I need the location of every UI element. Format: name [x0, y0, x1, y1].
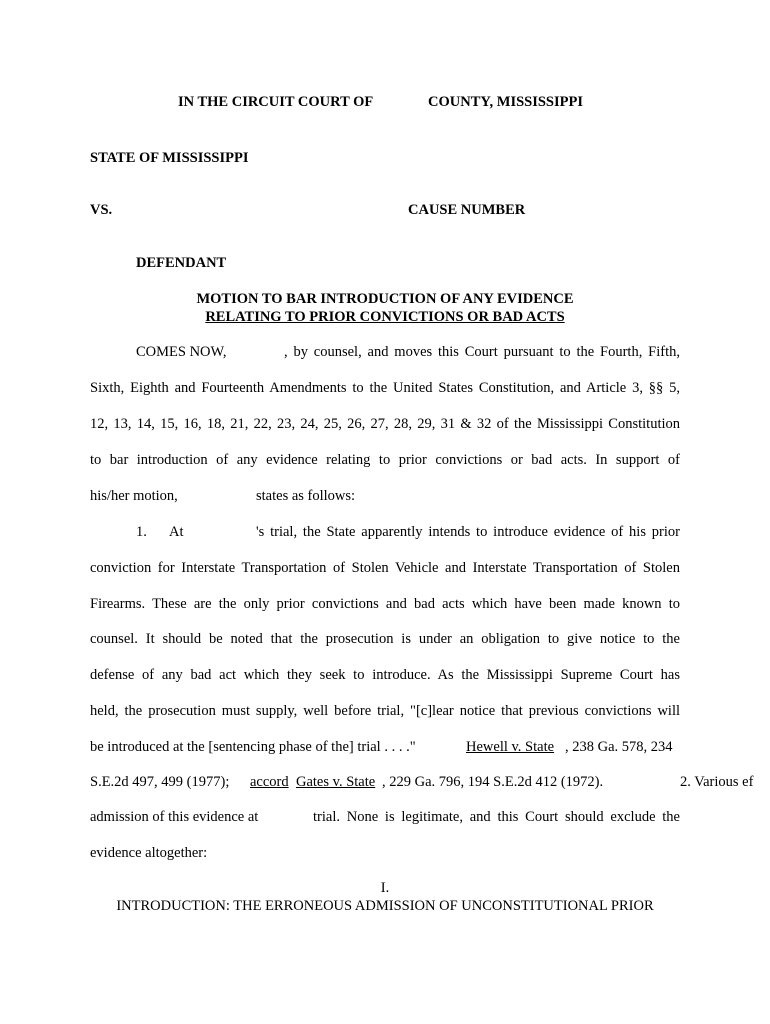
comes-now-continuation: , by counsel, and moves this Court pursuant to the Fourth, Fifth,	[284, 344, 680, 360]
case-citation-hewell: Hewell v. State	[466, 739, 555, 755]
paragraph2-line10: evidence altogether:	[90, 845, 208, 861]
paragraph2-line8b: , 229 Ga. 796, 194 S.E.2d 412 (1972).	[382, 774, 604, 790]
paragraph2-line2: conviction for Interstate Transportation of Stolen Vehicle and Interstate Transportation of Stolen	[90, 560, 680, 576]
paragraph1-line2: Sixth, Eighth and Fourteenth Amendments to the United States Constitution, and Article 3, §§ 5,	[90, 380, 680, 396]
motion-title-line2: RELATING TO PRIOR CONVICTIONS OR BAD ACTS	[205, 309, 565, 325]
cause-number-label: CAUSE NUMBER	[408, 202, 526, 218]
paragraph2-line7a: be introduced at the [sentencing phase of the] trial . . . ."	[90, 739, 416, 755]
paragraph1-line5a: his/her motion,	[90, 488, 178, 504]
paragraph2-line9a: admission of this evidence at	[90, 809, 259, 825]
plaintiff-name: STATE OF MISSISSIPPI	[90, 150, 249, 166]
comes-now-text: COMES NOW,	[136, 344, 227, 360]
paragraph2-line1a: At	[169, 524, 184, 540]
paragraph1-line5b: states as follows:	[256, 488, 356, 504]
section-heading: INTRODUCTION: THE ERRONEOUS ADMISSION OF UNCONSTITUTIONAL PRIOR	[116, 898, 654, 914]
paragraph1-line3: 12, 13, 14, 15, 16, 18, 21, 22, 23, 24, 25, 26, 27, 28, 29, 31 & 32 of the Mississippi Constitution	[90, 416, 680, 432]
case-citation-gates: Gates v. State	[296, 774, 376, 790]
paragraph2-line1b: 's trial, the State apparently intends to introduce evidence of his prior	[256, 524, 680, 540]
paragraph1-line4: to bar introduction of any evidence relating to prior convictions or bad acts. In support of	[90, 452, 680, 468]
motion-title-line1: MOTION TO BAR INTRODUCTION OF ANY EVIDENCE	[196, 291, 574, 307]
defendant-label: DEFENDANT	[136, 255, 227, 271]
paragraph2-line7b: , 238 Ga. 578, 234	[565, 739, 673, 755]
paragraph2-line9b: trial. None is legitimate, and this Court should exclude the	[313, 809, 680, 825]
county-name: COUNTY, MISSISSIPPI	[428, 94, 583, 110]
paragraph2-overflow-text: 2. Various ef	[680, 774, 754, 790]
section-numeral: I.	[380, 880, 390, 896]
versus-label: VS.	[90, 202, 113, 218]
paragraph2-line3: Firearms. These are the only prior convictions and bad acts which have been made known to	[90, 596, 680, 612]
paragraph2-line5: defense of any bad act which they seek to introduce. As the Mississippi Supreme Court has	[90, 667, 680, 683]
paragraph2-line6: held, the prosecution must supply, well before trial, "[c]lear notice that previous convictions will	[90, 703, 680, 719]
accord-signal: accord	[250, 774, 289, 790]
paragraph2-line4: counsel. It should be noted that the prosecution is under an obligation to give notice to the	[90, 631, 680, 647]
paragraph2-line8a: S.E.2d 497, 499 (1977);	[90, 774, 230, 790]
court-name: IN THE CIRCUIT COURT OF	[178, 94, 374, 110]
paragraph-number-1: 1.	[136, 524, 147, 540]
